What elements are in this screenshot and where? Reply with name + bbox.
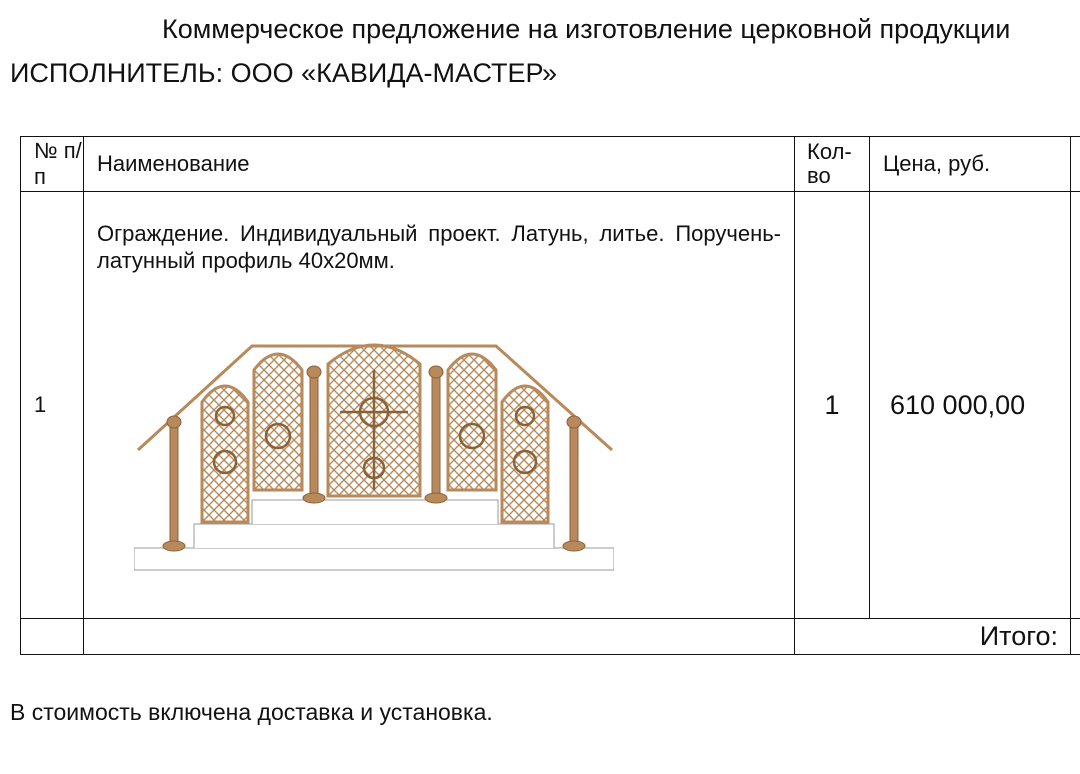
total-value-cell	[1071, 619, 1080, 655]
document-title: Коммерческое предложение на изготовление церковной продукции	[162, 14, 1011, 44]
row-price: 610 000,00	[870, 192, 1071, 619]
executor-line: ИСПОЛНИТЕЛЬ: ООО «КАВИДА-МАСТЕР»	[10, 58, 558, 88]
header-quantity: Кол-во	[795, 137, 870, 192]
table-header-row	[21, 137, 1080, 192]
brass-railing-image	[134, 340, 614, 576]
table-row	[21, 192, 1080, 619]
offer-table	[20, 136, 1080, 655]
row-description: Ограждение. Индивидуальный проект. Латунь, литье. Поручень-латунный профиль 40х20мм.	[97, 221, 781, 273]
total-empty-cell	[84, 619, 795, 655]
footnote: В стоимость включена доставка и установка.	[10, 699, 493, 725]
total-row	[21, 619, 1080, 655]
row-quantity: 1	[795, 192, 870, 619]
header-name: Наименование	[84, 137, 795, 192]
row-name-cell	[84, 192, 795, 619]
header-number: № п/п	[21, 137, 84, 192]
total-empty-cell	[21, 619, 84, 655]
row-extra	[1071, 192, 1080, 619]
header-price: Цена, руб.	[870, 137, 1071, 192]
total-label: Итого:	[795, 619, 1071, 655]
header-extra	[1071, 137, 1080, 192]
row-number: 1	[21, 192, 84, 619]
